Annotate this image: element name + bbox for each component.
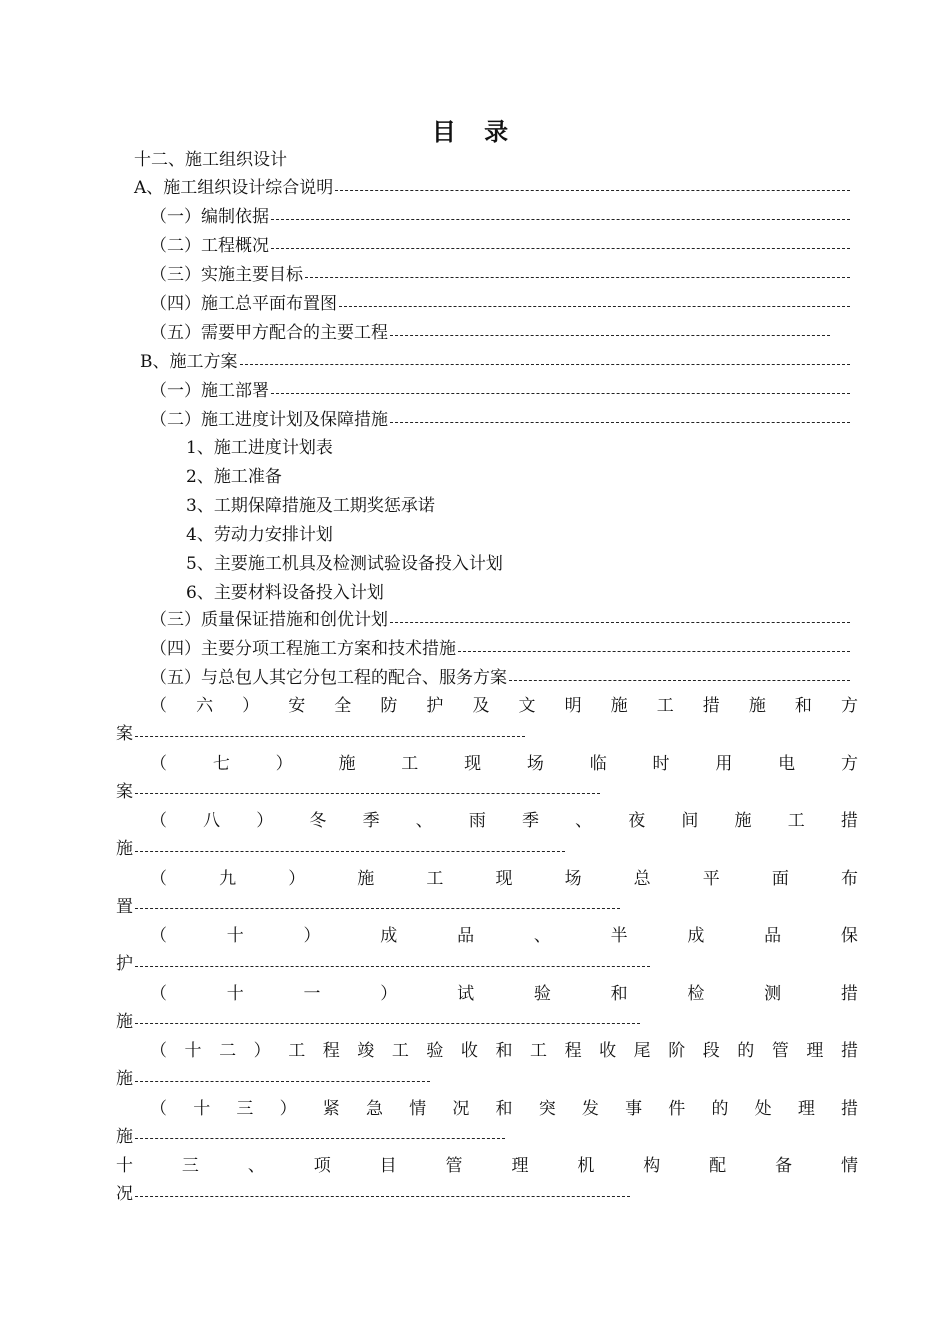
dot-leader <box>135 1081 430 1082</box>
toc-entry-tail: 施 <box>116 839 133 859</box>
toc-sub-item: 4、劳动力安排计划 <box>186 525 333 545</box>
toc-char: 工 <box>530 1041 548 1061</box>
dot-leader <box>135 908 620 909</box>
toc-char: 措 <box>840 811 858 831</box>
toc-char: 测 <box>764 983 782 1004</box>
toc-entry-continuation <box>116 953 650 975</box>
toc-char: 管 <box>445 1156 463 1176</box>
toc-char: 现 <box>495 868 513 889</box>
toc-char: 机 <box>577 1156 595 1176</box>
toc-char: 半 <box>610 926 628 946</box>
justified-toc-entry <box>150 983 858 1005</box>
dot-leader <box>271 219 850 220</box>
toc-char: （ <box>150 696 167 716</box>
toc-char: （ <box>150 1041 167 1061</box>
toc-entry-label: （五）与总包人其它分包工程的配合、服务方案 <box>150 668 507 688</box>
toc-char: 尾 <box>633 1041 651 1061</box>
toc-char: 况 <box>452 1098 470 1119</box>
toc-char: （ <box>150 753 167 774</box>
dot-leader <box>271 393 850 394</box>
toc-entry <box>134 177 850 199</box>
toc-entry-label: B、施工方案 <box>140 352 238 372</box>
justified-toc-entry <box>150 925 858 947</box>
toc-entry-tail: 护 <box>116 954 133 974</box>
toc-sub-item: 1、施工进度计划表 <box>186 438 333 458</box>
toc-entry <box>150 409 850 431</box>
toc-char: 项 <box>313 1156 331 1176</box>
toc-char: 用 <box>715 753 733 774</box>
toc-char: ） <box>256 811 274 831</box>
toc-char: 突 <box>538 1098 556 1119</box>
toc-char: ） <box>288 868 306 889</box>
toc-char: 成 <box>380 926 398 946</box>
toc-char: 阶 <box>668 1041 686 1061</box>
justified-toc-entry <box>150 868 858 890</box>
toc-char: 措 <box>841 1098 858 1119</box>
dot-leader <box>390 622 850 623</box>
toc-char: 试 <box>457 983 475 1004</box>
toc-char: 安 <box>288 696 306 716</box>
toc-char: 防 <box>380 696 398 716</box>
toc-char: 理 <box>797 1098 815 1119</box>
toc-entry-tail: 施 <box>116 1069 133 1089</box>
toc-char: （ <box>150 811 167 831</box>
toc-char: 十 <box>226 983 244 1004</box>
toc-char: 平 <box>702 868 720 889</box>
toc-entry-continuation <box>116 1011 640 1033</box>
toc-char: 措 <box>840 1041 858 1061</box>
toc-char: 和 <box>495 1098 513 1119</box>
toc-char: 面 <box>771 868 789 889</box>
toc-entry-label: （五）需要甲方配合的主要工程 <box>150 323 388 343</box>
toc-char: 、 <box>415 811 433 831</box>
toc-char: 程 <box>564 1041 582 1061</box>
toc-char: 段 <box>702 1041 720 1061</box>
toc-char: 备 <box>775 1156 793 1176</box>
toc-char: 理 <box>511 1156 529 1176</box>
toc-char: 件 <box>668 1098 686 1119</box>
toc-char: 十 <box>193 1098 211 1119</box>
toc-char: 三 <box>236 1098 254 1119</box>
toc-char: 明 <box>564 696 582 716</box>
toc-char: 工 <box>426 868 444 889</box>
toc-char: 和 <box>610 983 628 1004</box>
toc-char: 场 <box>526 753 544 774</box>
toc-char: 目 <box>379 1156 397 1176</box>
toc-char: 施 <box>734 811 752 831</box>
dot-leader <box>240 364 851 365</box>
toc-char: 施 <box>610 696 628 716</box>
toc-char: 配 <box>709 1156 727 1176</box>
justified-toc-entry <box>150 1098 858 1120</box>
toc-entry-tail: 置 <box>116 896 133 917</box>
dot-leader <box>135 1023 640 1024</box>
toc-entry-label: （三）质量保证措施和创优计划 <box>150 610 388 630</box>
toc-entry <box>150 206 850 228</box>
toc-entry-continuation <box>116 781 600 803</box>
toc-entry-label: （一）施工部署 <box>150 381 269 401</box>
toc-char: ） <box>279 1098 297 1119</box>
section-heading: 十二、施工组织设计 <box>134 150 287 170</box>
toc-char: 冬 <box>309 811 327 831</box>
dot-leader <box>135 1196 630 1197</box>
toc-entry <box>150 380 850 402</box>
toc-sub-item: 2、施工准备 <box>186 467 282 487</box>
justified-toc-entry <box>116 1155 858 1177</box>
toc-entry-label: （四）施工总平面布置图 <box>150 294 337 314</box>
toc-char: 施 <box>357 868 375 889</box>
toc-entry-continuation <box>116 1068 430 1090</box>
dot-leader <box>135 966 650 967</box>
dot-leader <box>271 248 850 249</box>
toc-char: 品 <box>457 926 475 946</box>
dot-leader <box>305 277 850 278</box>
toc-char: 十 <box>226 926 244 946</box>
toc-char: 成 <box>687 926 705 946</box>
toc-char: 七 <box>212 753 230 774</box>
toc-char: ） <box>253 1041 271 1061</box>
dot-leader <box>339 306 850 307</box>
toc-char: 工 <box>656 696 674 716</box>
toc-entry-label: （三）实施主要目标 <box>150 265 303 285</box>
toc-entry <box>150 235 850 257</box>
toc-char: 布 <box>840 868 858 889</box>
toc-char: 事 <box>625 1098 643 1119</box>
toc-char: 季 <box>362 811 380 831</box>
toc-entry <box>150 667 850 689</box>
toc-char: 和 <box>794 696 812 716</box>
toc-char: （ <box>150 1098 167 1119</box>
toc-char: 十 <box>116 1156 133 1176</box>
toc-entry-tail: 施 <box>116 1011 133 1032</box>
toc-char: （ <box>150 868 167 889</box>
toc-char: 措 <box>840 983 858 1004</box>
toc-char: 九 <box>219 868 237 889</box>
toc-entry <box>150 638 850 660</box>
dot-leader <box>458 651 850 652</box>
toc-char: 构 <box>643 1156 661 1176</box>
justified-toc-entry <box>150 810 858 832</box>
toc-entry-label: （二）施工进度计划及保障措施 <box>150 410 388 430</box>
toc-sub-item: 3、工期保障措施及工期奖惩承诺 <box>186 496 435 516</box>
toc-char: 和 <box>495 1041 513 1061</box>
toc-char: 临 <box>589 753 607 774</box>
page-title: 目 录 <box>431 117 519 146</box>
toc-char: 夜 <box>628 811 646 831</box>
toc-char: 急 <box>365 1098 383 1119</box>
toc-entry-tail: 案 <box>116 781 133 802</box>
toc-char: 验 <box>426 1041 444 1061</box>
toc-char: 十 <box>184 1041 202 1061</box>
toc-char: 方 <box>840 696 858 716</box>
toc-char: 程 <box>322 1041 340 1061</box>
toc-char: 全 <box>334 696 352 716</box>
toc-char: 方 <box>840 753 858 774</box>
toc-char: 的 <box>737 1041 755 1061</box>
toc-entry-label: A、施工组织设计综合说明 <box>134 178 334 198</box>
toc-entry <box>150 609 850 631</box>
toc-char: 工 <box>391 1041 409 1061</box>
toc-entry-continuation <box>116 723 525 745</box>
toc-entry-continuation <box>116 838 565 860</box>
toc-char: 时 <box>652 753 670 774</box>
toc-char: 收 <box>460 1041 478 1061</box>
toc-char: 、 <box>533 926 551 946</box>
toc-char: 品 <box>764 926 782 946</box>
toc-char: 管 <box>771 1041 789 1061</box>
toc-entry-continuation <box>116 1183 630 1205</box>
toc-char: 二 <box>219 1041 237 1061</box>
toc-entry-tail: 施 <box>116 1126 133 1147</box>
toc-char: 、 <box>575 811 593 831</box>
toc-char: 八 <box>203 811 221 831</box>
toc-entry <box>140 351 850 373</box>
toc-char: 竣 <box>357 1041 375 1061</box>
toc-char: ） <box>380 983 398 1004</box>
dot-leader <box>509 680 850 681</box>
toc-char: 的 <box>711 1098 729 1119</box>
toc-entry <box>150 293 850 315</box>
toc-entry <box>150 264 850 286</box>
toc-char: 及 <box>472 696 490 716</box>
toc-entry-continuation <box>116 896 620 918</box>
toc-char: 间 <box>681 811 699 831</box>
toc-sub-item: 6、主要材料设备投入计划 <box>186 583 384 603</box>
toc-char: 现 <box>464 753 482 774</box>
toc-char: 护 <box>426 696 444 716</box>
toc-entry <box>150 322 830 344</box>
toc-char: ） <box>242 696 260 716</box>
dot-leader <box>390 422 850 423</box>
dot-leader <box>135 736 525 737</box>
justified-toc-entry <box>150 1040 858 1062</box>
dot-leader <box>390 335 830 336</box>
toc-char: 一 <box>303 983 321 1004</box>
toc-char: 总 <box>633 868 651 889</box>
toc-char: 文 <box>518 696 536 716</box>
toc-char: 工 <box>288 1041 306 1061</box>
toc-char: 场 <box>564 868 582 889</box>
toc-char: 措 <box>702 696 720 716</box>
dot-leader <box>135 1138 505 1139</box>
justified-toc-entry <box>150 753 858 775</box>
toc-char: 施 <box>338 753 356 774</box>
toc-entry-label: （一）编制依据 <box>150 207 269 227</box>
toc-char: 电 <box>778 753 796 774</box>
toc-char: 工 <box>787 811 805 831</box>
toc-entry-tail: 案 <box>116 724 133 744</box>
toc-char: 验 <box>533 983 551 1004</box>
toc-char: （ <box>150 983 167 1004</box>
toc-char: 雨 <box>468 811 486 831</box>
toc-char: 处 <box>754 1098 772 1119</box>
toc-char: 施 <box>748 696 766 716</box>
dot-leader <box>135 851 565 852</box>
toc-entry-continuation <box>116 1126 505 1148</box>
toc-char: 情 <box>409 1098 427 1119</box>
toc-char: 季 <box>521 811 539 831</box>
toc-sub-item: 5、主要施工机具及检测试验设备投入计划 <box>186 554 503 574</box>
toc-char: （ <box>150 926 167 946</box>
toc-char: 收 <box>599 1041 617 1061</box>
toc-char: 检 <box>687 983 705 1004</box>
toc-char: 情 <box>840 1156 858 1176</box>
toc-char: 发 <box>581 1098 599 1119</box>
toc-char: ） <box>275 753 293 774</box>
toc-char: 保 <box>840 926 858 946</box>
dot-leader <box>335 190 850 191</box>
toc-char: 紧 <box>322 1098 340 1119</box>
toc-entry-label: （二）工程概况 <box>150 236 269 256</box>
toc-char: 六 <box>196 696 214 716</box>
justified-toc-entry <box>150 695 858 717</box>
toc-char: 三 <box>181 1156 199 1176</box>
toc-char: 、 <box>247 1156 265 1176</box>
toc-char: 工 <box>401 753 419 774</box>
dot-leader <box>135 793 600 794</box>
toc-entry-label: （四）主要分项工程施工方案和技术措施 <box>150 639 456 659</box>
toc-char: 理 <box>806 1041 824 1061</box>
toc-char: ） <box>303 926 321 946</box>
toc-entry-tail: 况 <box>116 1184 133 1204</box>
